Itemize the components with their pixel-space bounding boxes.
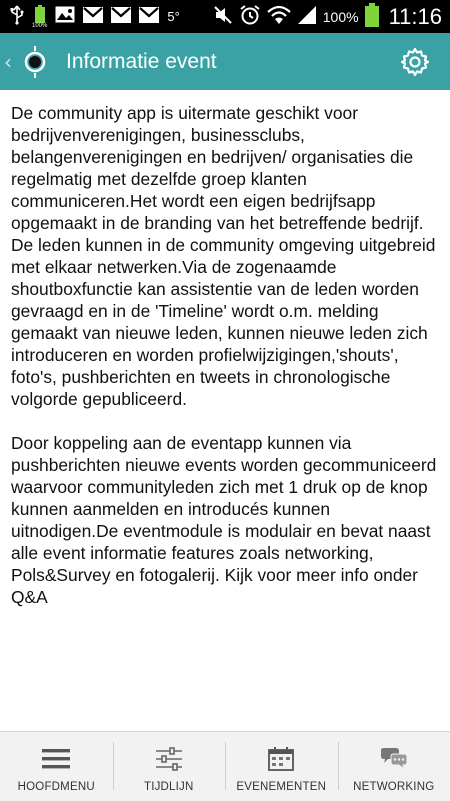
info-paragraph: De community app is uitermate geschikt voor bedrijvenverenigingen, businessclubs, belangenverenigingen en bedrijven/ organisaties die regelmatig met dezelfde groep klanten communiceren.Het wordt een eigen bedrijfsapp opgemaakt in de branding van het betreffende bedrijf. De leden kunnen in de community omgeving uitgebreid met elkaar netwerken.Via de zogenaamde shoutboxfunctie kan assistentie van de leden worden gevraagd en in de 'Timeline' wordt o.m. melding gemaakt van nieuwe leden, kunnen nieuwe leden zich introduceren en worden profielwijzigingen,'shouts', foto's, pushberichten en tweets in chronologische volgorde gepubliceerd. (11, 102, 441, 410)
nav-label: NETWORKING (353, 781, 434, 793)
signal-icon (297, 5, 317, 29)
image-icon (55, 6, 75, 27)
battery-small-label: 100% (32, 23, 47, 29)
battery-icon (365, 3, 379, 31)
status-bar (0, 0, 450, 33)
wifi-icon (267, 5, 291, 29)
usb-icon (10, 5, 24, 29)
event-info-content (11, 102, 441, 608)
temperature-label: 5° (167, 9, 179, 24)
battery-small-icon (32, 5, 47, 29)
chevron-left-icon[interactable]: ‹ (4, 50, 16, 74)
nav-item-tijdlijn[interactable] (113, 732, 226, 801)
nav-item-evenementen[interactable] (225, 732, 338, 801)
sliders-icon (153, 746, 185, 772)
nav-item-hoofdmenu[interactable] (0, 732, 113, 801)
mail-icon (83, 7, 103, 27)
menu-icon (40, 746, 72, 772)
alarm-icon (239, 4, 261, 30)
nav-label: TIJDLIJN (144, 781, 194, 793)
mute-icon (213, 5, 233, 29)
notification-icons (0, 0, 180, 33)
nav-item-networking[interactable] (338, 732, 450, 801)
app-logo-icon[interactable] (18, 45, 52, 79)
app-bar (0, 33, 450, 90)
system-icons (213, 0, 450, 33)
mail-icon (139, 7, 159, 27)
bottom-navigation (0, 731, 450, 801)
chat-bubbles-icon (378, 746, 410, 772)
info-paragraph: Door koppeling aan de eventapp kunnen via pushberichten nieuwe events worden gecommuniceerd waarvoor communityleden zich met 1 druk op de knop kunnen aanmelden en introducés kunnen uitnodigen.De eventmodule is modulair en bevat naast alle event informatie features zoals networking, Pols&Survey en fotogalerij. Kijk voor meer info onder Q&A (11, 432, 441, 608)
nav-label: HOOFDMENU (18, 781, 95, 793)
nav-label: EVENEMENTEN (236, 781, 326, 793)
gear-icon[interactable] (400, 47, 430, 77)
calendar-icon (265, 746, 297, 772)
clock: 11:16 (389, 4, 442, 30)
page-title: Informatie event (66, 50, 217, 74)
battery-percent: 100% (323, 9, 359, 25)
mail-icon (111, 7, 131, 27)
